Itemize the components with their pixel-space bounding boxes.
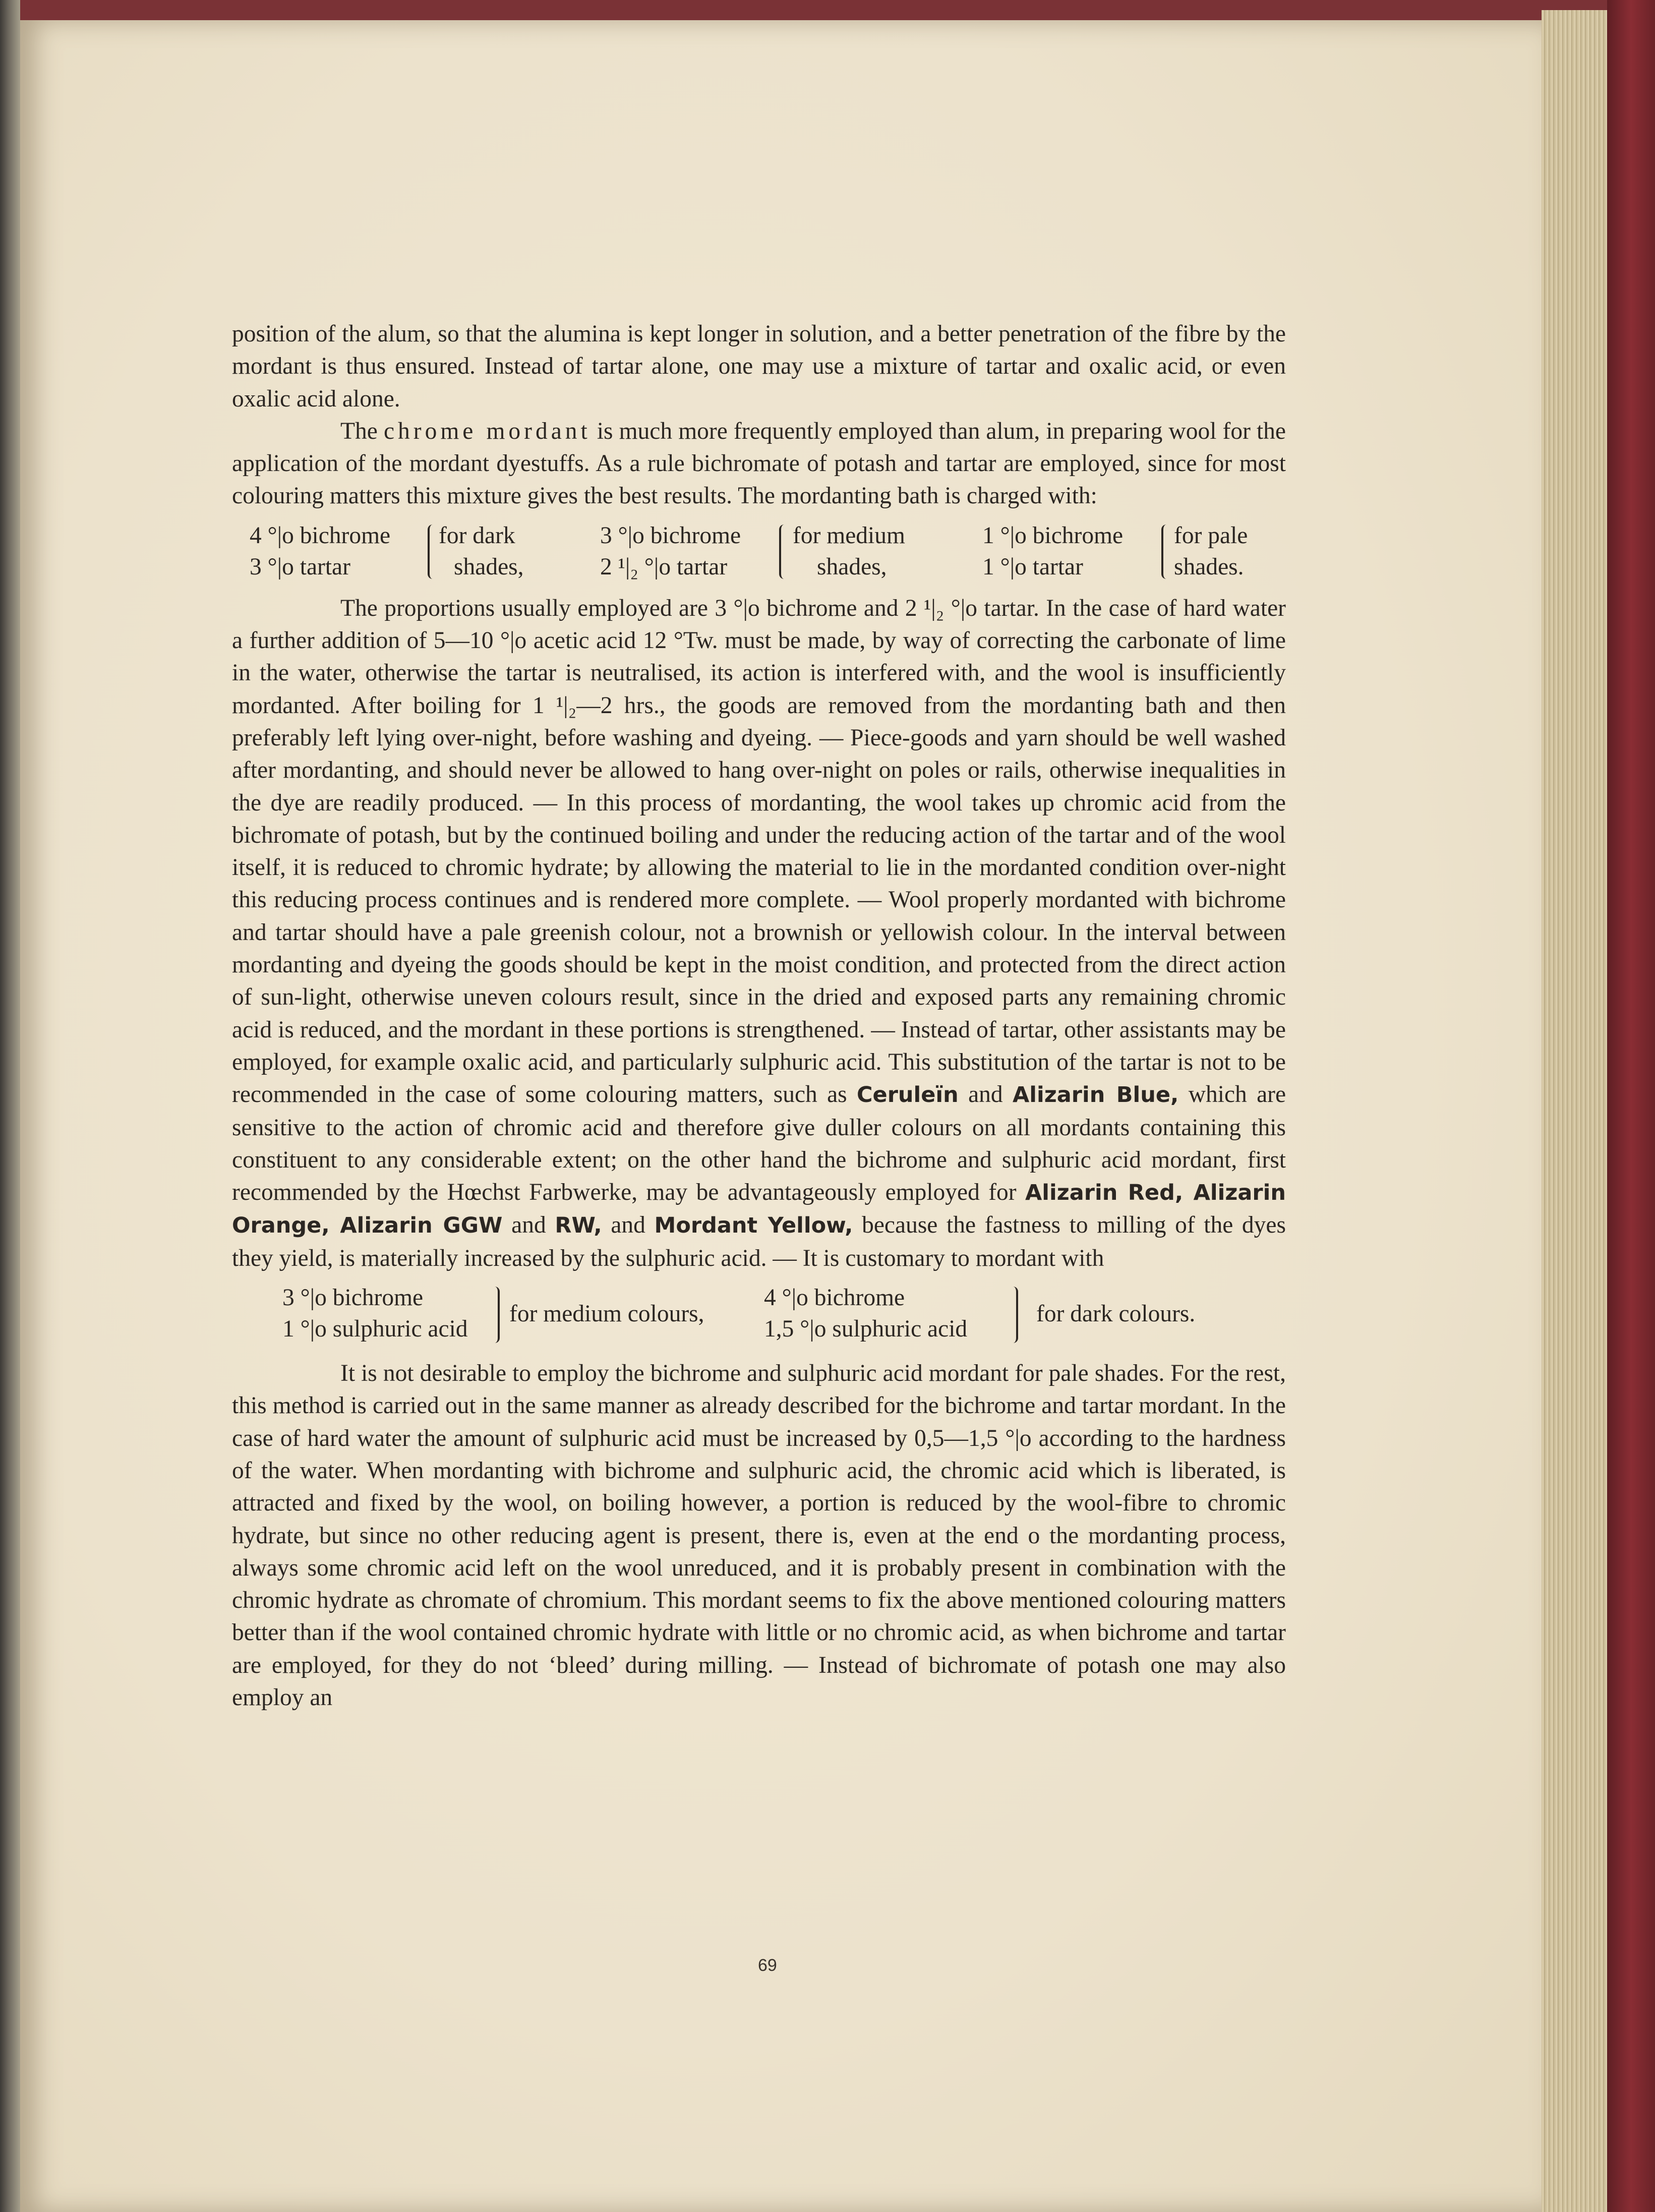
recipe-line: 1 °|o tartar bbox=[982, 553, 1083, 580]
brace bbox=[428, 525, 435, 579]
dye-name: Alizarin Red, Alizarin Orange, Alizarin GGW bbox=[232, 1180, 1286, 1239]
book-cover-edge bbox=[1607, 0, 1655, 2212]
recipe-use: for pale bbox=[1174, 522, 1248, 549]
recipe-line: 3 °|o bichrome bbox=[282, 1285, 424, 1311]
tartar-recipe-table bbox=[232, 519, 1286, 585]
brace bbox=[1011, 1287, 1018, 1343]
brace bbox=[493, 1287, 500, 1343]
paragraph-2: The chrome mordant is much more frequently employed than alum, in preparing wool for the application of the mordant dyestuffs. As a rule bichromate of potash and tartar are employed, since for most colouring matters this mixture gives the best results. The mordanting bath is charged with: bbox=[232, 418, 1286, 509]
brace bbox=[779, 525, 786, 579]
recipe-use: shades, bbox=[454, 553, 524, 580]
dye-name: RW, bbox=[555, 1213, 602, 1239]
page-number: 69 bbox=[758, 1956, 777, 1975]
dye-name: Mordant Yellow, bbox=[654, 1213, 853, 1239]
recipe-use: for medium bbox=[793, 522, 905, 549]
paragraph-1: position of the alum, so that the alumina is kept longer in solution, and a better penetration of the fibre by the mordant is thus ensured. Instead of tartar alone, one may use a mixture of tartar and oxalic acid, or even oxalic acid alone. bbox=[232, 321, 1286, 412]
recipe-line: 4 °|o bichrome bbox=[250, 522, 391, 549]
recipe-line: 3 °|o bichrome bbox=[600, 522, 741, 549]
recipe-line: 2 ¹|₂ °|o tartar bbox=[600, 553, 728, 580]
term-chrome-mordant: chrome mordant bbox=[383, 418, 591, 444]
dye-name: Alizarin Blue, bbox=[1012, 1082, 1179, 1108]
paragraph-3: The proportions usually employed are 3 °|o bichrome and 2 ¹|₂ °|o tartar. In the case of hard water a further addition of 5—10 °|o acetic acid 12 °Tw. must be made, by way of correcting the carbonate of lime in the water, otherwise the tartar is neutralised, its action is interfered with, and the wool is insufficiently mordanted. After boiling for 1 ¹|₂—2 hrs., the goods are removed from the mordanting bath and then preferably left lying over-night, before washing and dyeing. — Piece-goods and yarn should be well washed after mordanting, and should never be allowed to hang over-night on poles or rails, otherwise inequalities in the dye are readily produced. — In this process of mordanting, the wool takes up chromic acid from the bichromate of potash, but by the continued boiling and under the reducing action of the tartar and of the wool itself, it is reduced to chromic hydrate; by allowing the material to lie in the mordanted condition over-night this reducing process continues and is rendered more complete. — Wool properly mordanted with bichrome and tartar should have a pale greenish colour, not a brownish or yellowish colour. In the interval between mordanting and dyeing the goods should be kept in the moist condition, and protected from the direct action of sun-light, otherwise uneven colours result, since in the dried and exposed parts any remaining chromic acid is reduced, and the mordant in these portions is strengthened. — Instead of tartar, other assistants may be employed, for example oxalic acid, and particularly sulphuric acid. This substitution of the tartar is not to be recommended in the case of some colouring matters, such as Ceruleïn and Alizarin Blue, which are sensitive to the action of chromic acid and therefore give duller colours on all mordants containing this constituent to any considerable extent; on the other hand the bichrome and sulphuric acid mordant, first recommended by the Hœchst Farbwerke, may be advantageously employed for Alizarin Red, Alizarin Orange, Alizarin GGW and RW, and Mordant Yellow, because the fastness to milling of the dyes they yield, is materially increased by the sulphuric acid. — It is customary to mordant with bbox=[232, 595, 1286, 1271]
recipe-use: shades. bbox=[1174, 553, 1244, 580]
brace bbox=[1161, 525, 1168, 579]
recipe-use: for dark bbox=[439, 522, 515, 549]
recipe-line: 4 °|o bichrome bbox=[764, 1285, 905, 1311]
page-text bbox=[232, 318, 1286, 1714]
recipe-use: for dark colours. bbox=[1036, 1301, 1196, 1327]
sulphuric-recipe-table bbox=[232, 1282, 1286, 1350]
recipe-line: 1 °|o bichrome bbox=[982, 522, 1124, 549]
recipe-line: 3 °|o tartar bbox=[250, 553, 350, 580]
recipe-line: 1,5 °|o sulphuric acid bbox=[764, 1316, 968, 1343]
paragraph-4: It is not desirable to employ the bichrome and sulphuric acid mordant for pale shades. For the rest, this method is carried out in the same manner as already described for the bichrome and tartar mordant. In the case of hard water the amount of sulphuric acid must be increased by 0,5—1,5 °|o according to the hardness of the water. When mordanting with bichrome and sulphuric acid, the chromic acid which is liberated, is attracted and fixed by the wool, on boiling however, a portion is reduced by the wool-fibre to chromic hydrate, but since no other reducing agent is present, there is, even at the end o the mordanting process, always some chromic acid left on the wool unreduced, and it is probably present in combination with the chromic hydrate as chromate of chromium. This mordant seems to fix the above mentioned colouring matters better than if the wool contained chromic hydrate with little or no chromic acid, as when bichrome and tartar are employed, for they do not ‘bleed’ during milling. — Instead of bichromate of potash one may also employ an bbox=[232, 1360, 1286, 1711]
dye-name: Ceruleïn bbox=[856, 1082, 959, 1108]
recipe-use: for medium colours, bbox=[509, 1301, 704, 1327]
recipe-use: shades, bbox=[817, 553, 887, 580]
book-gutter bbox=[0, 0, 20, 2212]
page-edges bbox=[1542, 10, 1607, 2212]
recipe-line: 1 °|o sulphuric acid bbox=[282, 1316, 468, 1343]
book-page bbox=[20, 20, 1542, 2212]
